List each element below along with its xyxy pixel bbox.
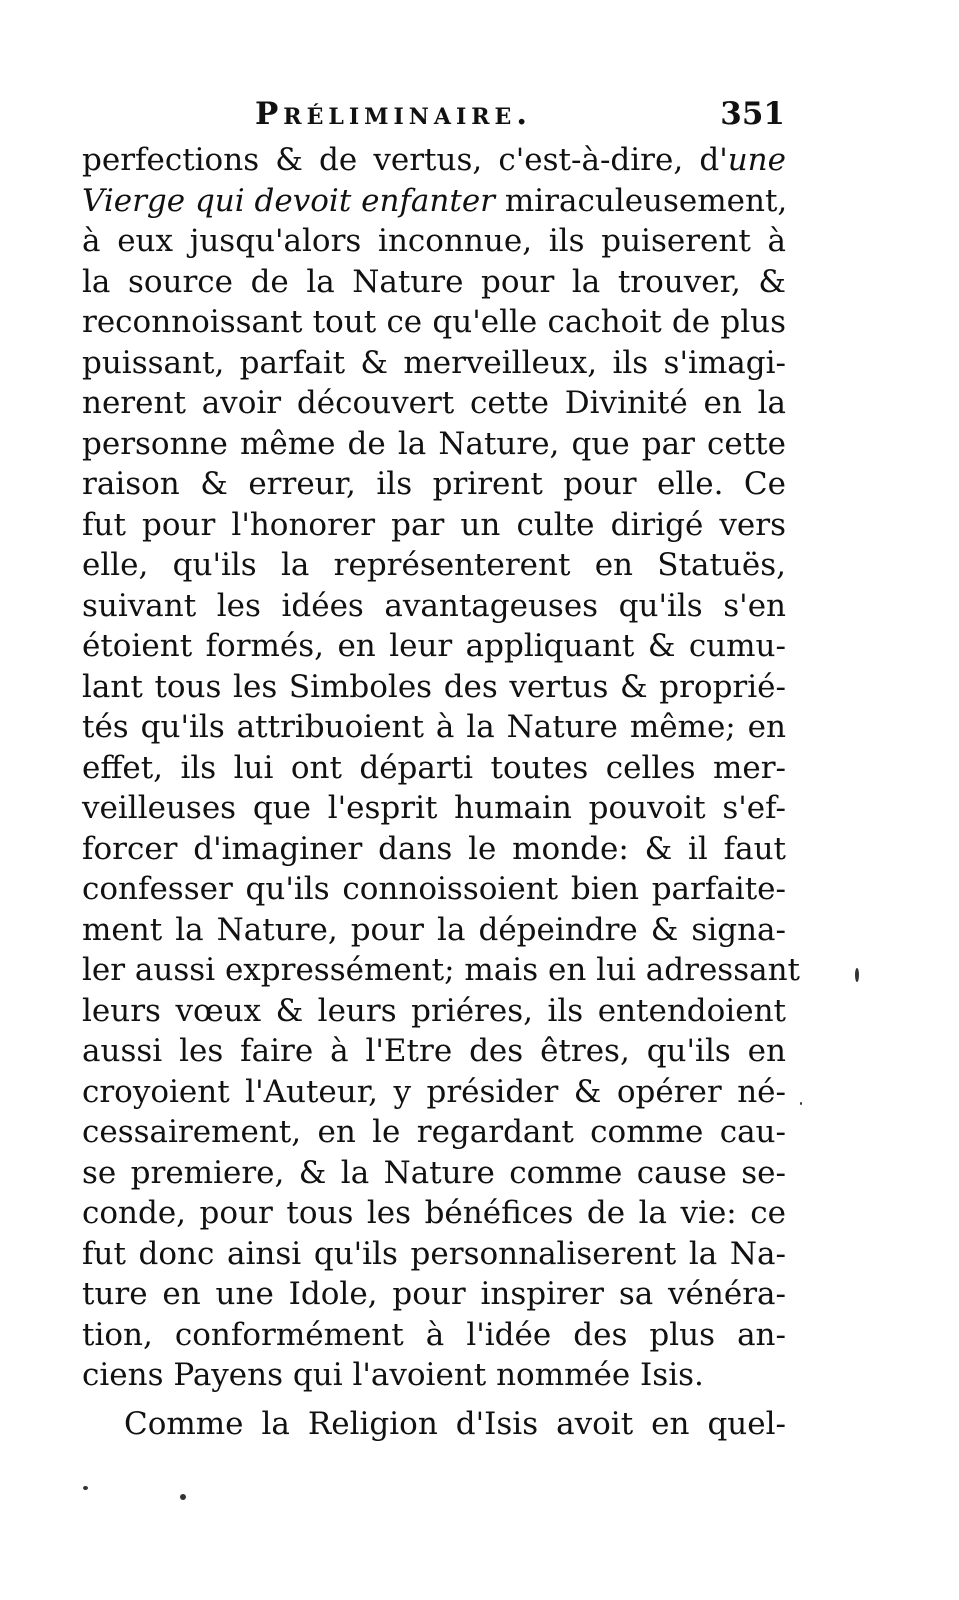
text-line: [82, 1404, 786, 1445]
text-line: [82, 1153, 786, 1194]
text-segment: ture en une Idole, pour inspirer sa vénéra-: [82, 1276, 786, 1312]
text-segment: suivant les idées avantageuses qu'ils s'en: [82, 587, 786, 624]
text-segment: fut pour l'honorer par un culte dirigé vers: [82, 506, 786, 543]
text-segment: personne même de la Nature, que par cette: [82, 425, 786, 462]
text-line: [82, 1193, 786, 1234]
text-line: [82, 221, 786, 262]
text-segment: ciens Payens qui l'avoient nommée Isis.: [82, 1357, 704, 1393]
text-line: [82, 383, 786, 424]
text-segment: leurs vœux & leurs priéres, ils entendoient: [82, 992, 786, 1029]
text-segment: Comme la Religion d'Isis avoit en quel-: [124, 1405, 786, 1442]
text-segment: ler aussi expressément; mais en lui adressant: [82, 952, 801, 988]
text-segment: lant tous les Simboles des vertus & proprié-: [82, 668, 786, 705]
text-segment: conde, pour tous les bénéfices de la vie: ce: [82, 1195, 786, 1231]
running-title: Préliminaire.: [255, 96, 533, 132]
text-segment: veilleuses que l'esprit humain pouvoit s'ef-: [82, 790, 786, 826]
text-line: [82, 748, 786, 789]
text-segment: se premiere, & la Nature comme cause se-: [82, 1154, 786, 1191]
text-segment: aussi les faire à l'Etre des êtres, qu'ils en: [82, 1033, 786, 1069]
text-segment: à eux jusqu'alors inconnue, ils puiserent à: [82, 223, 786, 259]
text-line: [82, 464, 786, 505]
text-segment: tés qu'ils attribuoient à la Nature même; en: [82, 709, 786, 745]
text-line: [82, 667, 786, 708]
text-segment: forcer d'imaginer dans le monde: & il faut: [82, 830, 786, 867]
text-line: [82, 1072, 786, 1113]
text-line: [82, 869, 786, 910]
text-line: [82, 626, 786, 667]
text-segment: étoient formés, en leur appliquant & cumu-: [82, 628, 786, 664]
text-segment: cessairement, en le regardant comme cau-: [82, 1114, 786, 1150]
text-line: [82, 424, 786, 465]
text-segment: fut donc ainsi qu'ils personnaliserent la Na-: [82, 1235, 786, 1272]
text-line: [82, 1274, 786, 1315]
page-header: [255, 96, 785, 144]
text-segment: effet, ils lui ont départi toutes celles mer-: [82, 749, 786, 786]
text-line: [82, 829, 786, 870]
text-segment: reconnoissant tout ce qu'elle cachoit de plus: [82, 304, 786, 340]
text-line: [82, 262, 786, 303]
text-segment: croyoient l'Auteur, y présider & opérer né-: [82, 1073, 786, 1110]
text-line: [82, 707, 786, 748]
text-segment: raison & erreur, ils prirent pour elle. Ce: [82, 466, 786, 502]
text-segment: confesser qu'ils connoissoient bien parfaite-: [82, 871, 786, 907]
text-line: [82, 302, 786, 343]
paragraph-gap: [82, 1396, 786, 1404]
text-segment: nerent avoir découvert cette Divinité en la: [82, 385, 786, 421]
text-segment: ment la Nature, pour la dépeindre & signa-: [82, 911, 786, 948]
text-line: [82, 910, 786, 951]
italic-text: Vierge qui devoit enfanter: [82, 182, 495, 219]
text-line: [82, 181, 786, 222]
text-line: [82, 1315, 786, 1356]
scan-speck: [855, 968, 859, 982]
text-line: [82, 1355, 786, 1396]
text-segment: tion, conformément à l'idée des plus an-: [82, 1316, 786, 1353]
text-segment: elle, qu'ils la représenterent en Statuës,: [82, 547, 786, 583]
text-segment: puissant, parfait & merveilleux, ils s'imagi-: [82, 344, 786, 381]
scan-speck: [83, 1486, 88, 1490]
text-line: [82, 950, 801, 991]
page-number: 351: [720, 96, 785, 132]
text-segment: la source de la Nature pour la trouver, &: [82, 263, 786, 300]
scan-speck: [180, 1494, 186, 1500]
text-segment: miraculeusement,: [495, 182, 788, 219]
text-line: [82, 545, 786, 586]
text-line: [82, 343, 786, 384]
body-text: [82, 140, 801, 1444]
italic-text: une: [727, 142, 786, 178]
text-line: [82, 991, 786, 1032]
text-line: [82, 1234, 786, 1275]
text-line: [82, 586, 786, 627]
text-line: [82, 140, 786, 181]
text-segment: perfections & de vertus, c'est-à-dire, d': [82, 142, 728, 178]
text-line: [82, 1112, 786, 1153]
text-line: [82, 1031, 786, 1072]
text-line: [82, 788, 786, 829]
text-line: [82, 505, 786, 546]
scan-speck: [800, 1102, 802, 1105]
